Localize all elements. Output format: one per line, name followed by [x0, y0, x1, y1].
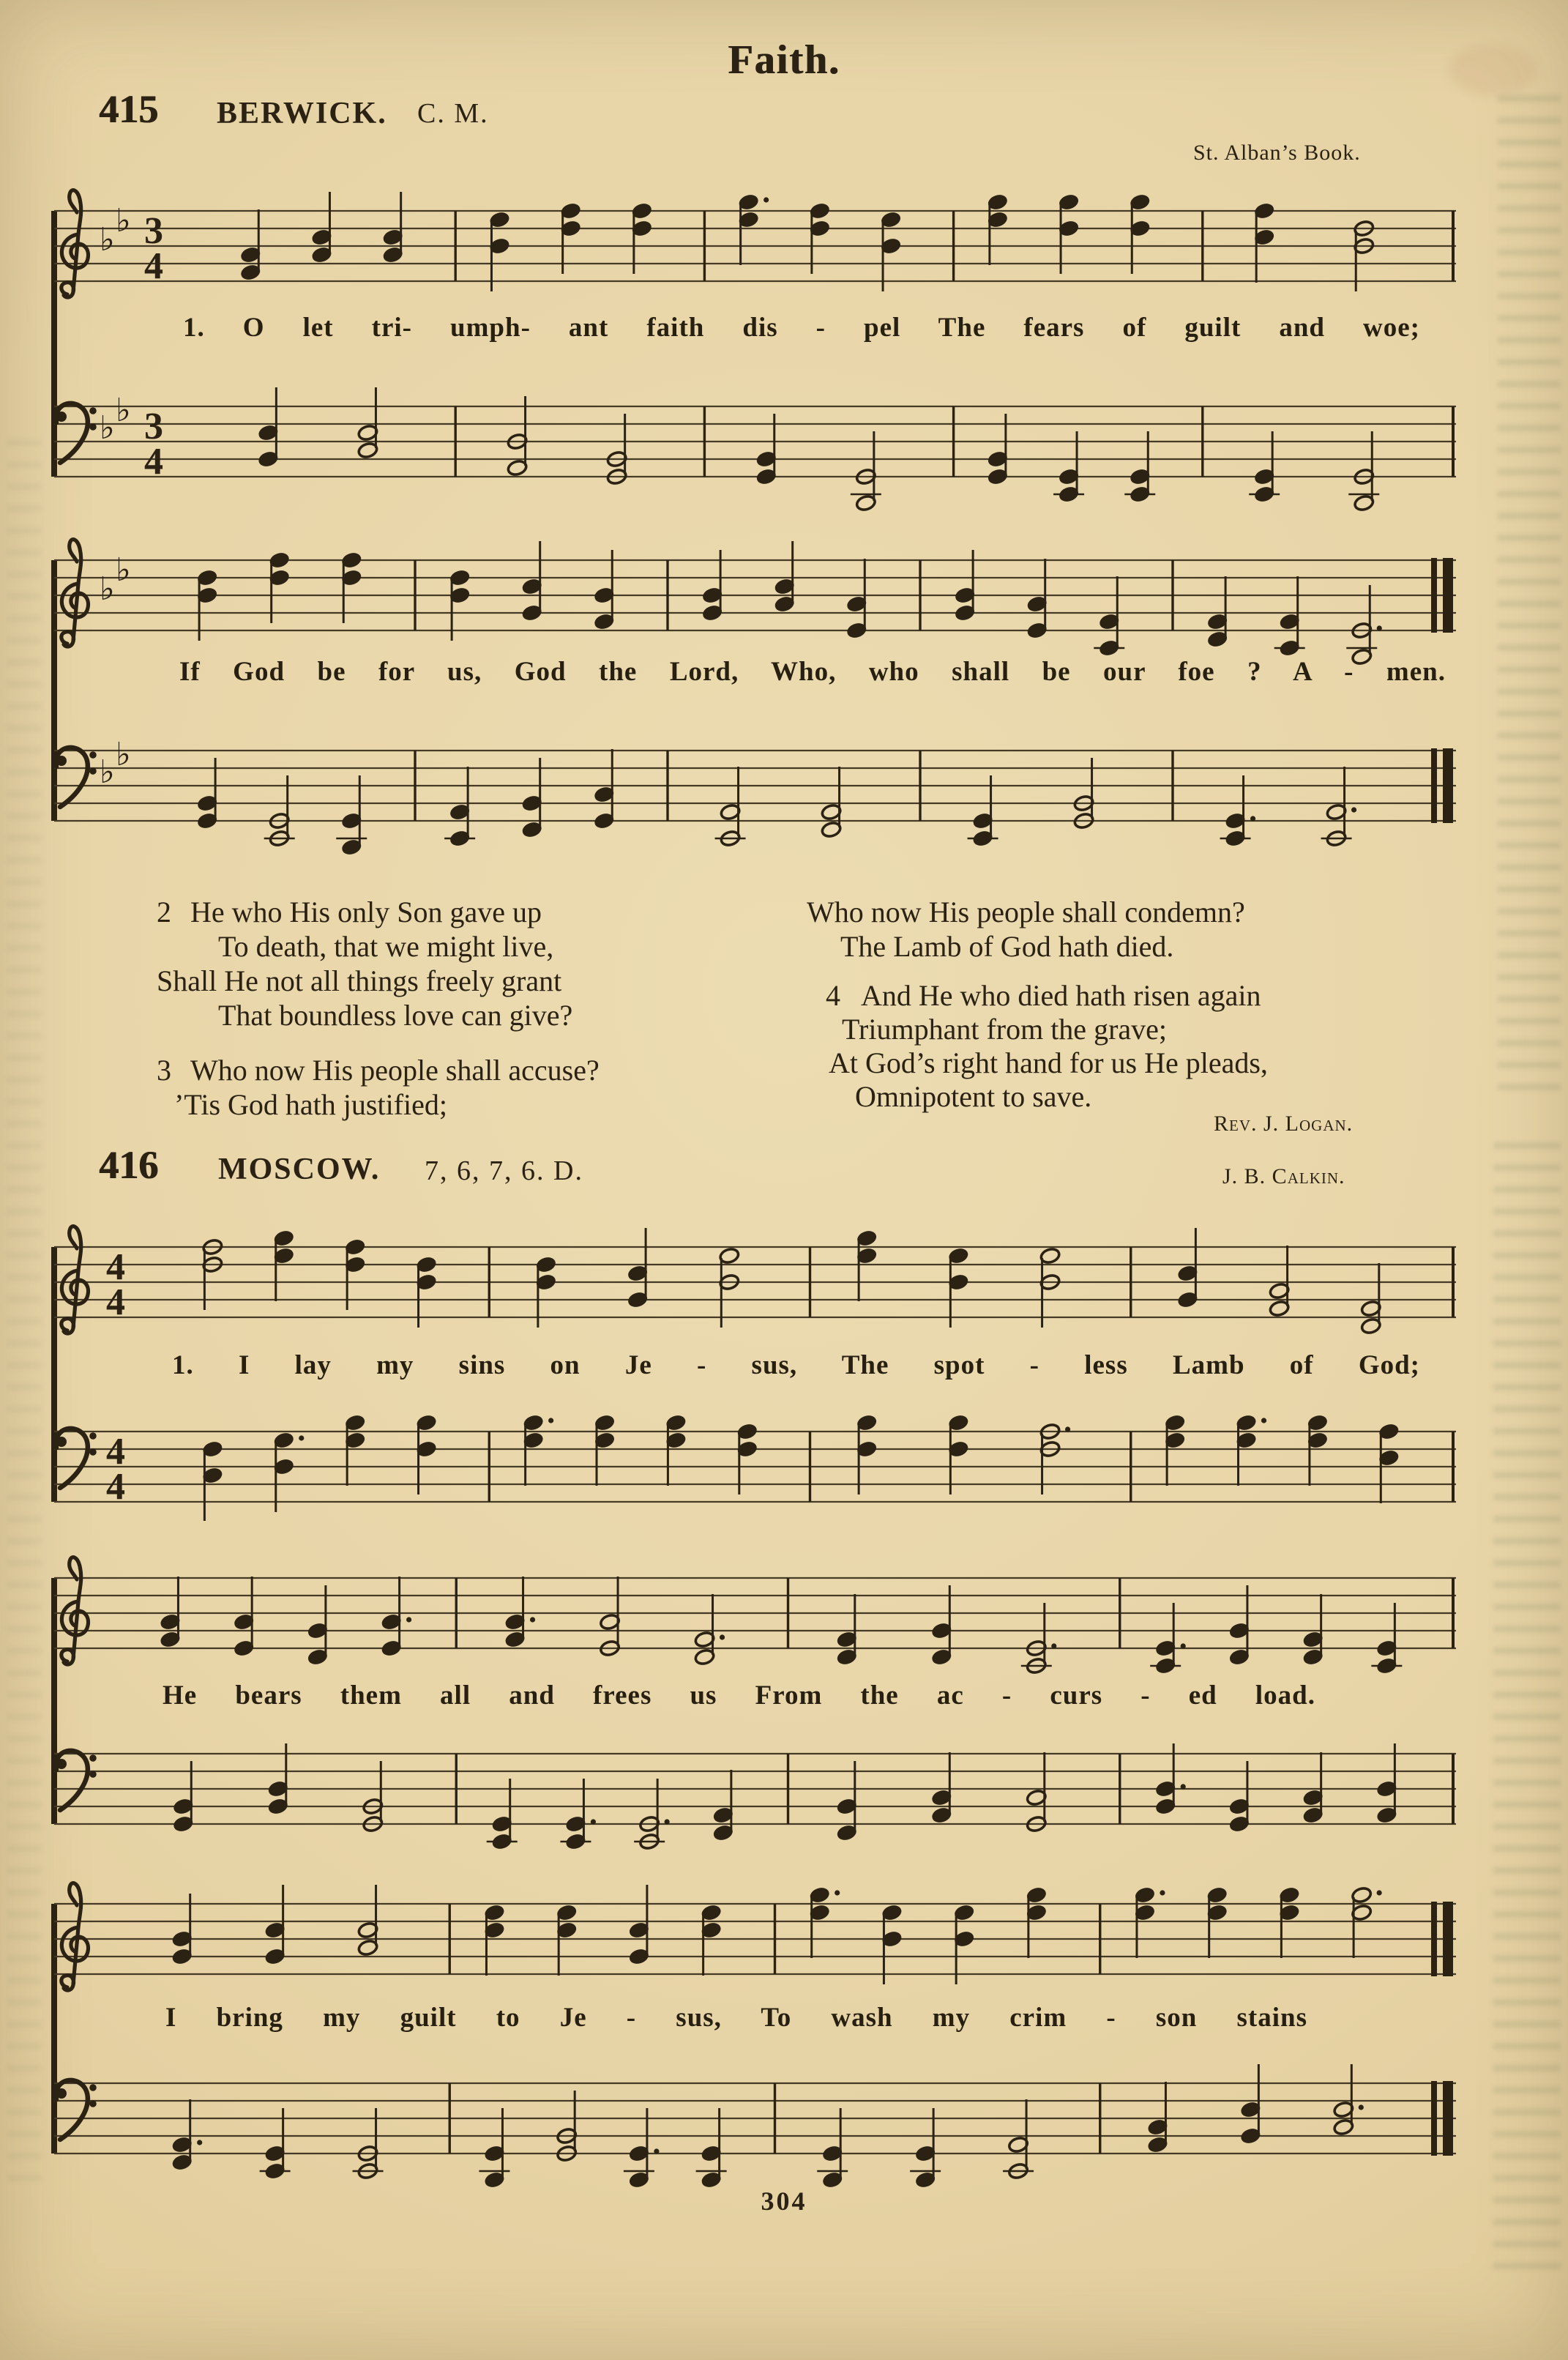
bass-staff-graphics: [54, 1743, 1456, 1850]
verse-line: Triumphant from the grave;: [842, 1013, 1168, 1046]
hymn-415-number: 415: [99, 87, 158, 131]
flat-sign: ♭: [116, 551, 131, 589]
measure: [535, 1228, 740, 1328]
flat-sign: ♭: [116, 202, 131, 239]
verse-line: And He who died hath risen again: [861, 979, 1261, 1012]
time-signature: 4: [144, 441, 163, 483]
time-signature: 4: [144, 245, 163, 287]
bass-clef-icon: [56, 403, 96, 463]
measure: [955, 550, 1125, 657]
bass-staff: [51, 707, 1460, 882]
hymn-415-source: St. Alban’s Book.: [1193, 141, 1361, 165]
verse-line: At God’s right hand for us He pleads,: [829, 1046, 1268, 1079]
bass-clef-icon: [56, 748, 96, 807]
lyric-line: 1. O let tri- umph- ant faith dis - pel The fears of guilt and woe;: [183, 313, 1420, 343]
lyric-line: 1. I lay my sins on Je - sus, The spot - less Lamb of God;: [172, 1350, 1420, 1380]
measure: [987, 193, 1150, 274]
lyric-line: He bears them all and frees us From the ac - curs - ed load.: [163, 1680, 1315, 1711]
measure: [1207, 576, 1382, 666]
measure: [1220, 767, 1357, 847]
bass-staff-graphics: [54, 1414, 1456, 1521]
bleed-through-artifact: [7, 439, 41, 2197]
flat-sign: ♭: [100, 753, 115, 791]
flat-sign: ♭: [116, 392, 131, 429]
hymn-416-number: 416: [99, 1143, 158, 1187]
bass-clef-icon: [56, 1429, 96, 1488]
bleed-through-artifact: [1498, 95, 1561, 1106]
section-title: Faith.: [728, 37, 840, 83]
treble-staff-graphics: [54, 1226, 1456, 1335]
measure: [171, 1885, 378, 1965]
verse-line: He who His only Son gave up: [190, 896, 542, 928]
measure: [479, 2091, 726, 2189]
measure: [715, 767, 843, 847]
bass-staff: [51, 362, 1460, 538]
page-number: 304: [761, 2186, 807, 2216]
measure: [523, 1414, 758, 1494]
measure: [449, 541, 615, 641]
measure: [856, 1414, 1071, 1494]
time-signature: 3: [144, 406, 163, 447]
measure: [240, 192, 403, 281]
time-signature: 4: [106, 1431, 125, 1473]
measure: [836, 1752, 1047, 1842]
measure: [856, 1229, 1061, 1328]
measure: [1165, 1414, 1400, 1503]
hymn-416-meter: 7, 6, 7, 6. D.: [425, 1155, 583, 1186]
bass-staff-graphics: [54, 2064, 1456, 2189]
measure: [702, 541, 867, 639]
hymn-415-tune-name: BERWICK.: [217, 97, 387, 130]
treble-staff-graphics: [54, 190, 1456, 297]
bass-staff: [51, 1710, 1460, 1886]
bleed-through-artifact: [1493, 1142, 1561, 2270]
measure: [197, 758, 367, 856]
verse-line: Who now His people shall condemn?: [807, 896, 1245, 928]
hymn-416-composer: J. B. Calkin.: [1222, 1164, 1345, 1188]
measure: [160, 1577, 411, 1666]
treble-staff-graphics: [54, 540, 1456, 666]
flat-sign: ♭: [100, 570, 115, 608]
verse-line: Omnipotent to save.: [855, 1080, 1092, 1113]
measure: [258, 387, 378, 468]
time-signature: 3: [144, 210, 163, 252]
time-signature: 4: [106, 1281, 125, 1323]
measure: [504, 1577, 725, 1666]
measure: [484, 1885, 722, 1976]
time-signature: 4: [106, 1466, 125, 1508]
flat-sign: ♭: [116, 736, 131, 773]
lyric-line: If God be for us, God the Lord, Who, who shall be our foe ? A - men.: [179, 657, 1446, 687]
flat-sign: ♭: [100, 221, 115, 258]
measure: [738, 193, 901, 291]
bass-clef-icon: [56, 1751, 96, 1810]
bass-clef-icon: [56, 2080, 96, 2140]
verse-number: 3: [157, 1054, 171, 1087]
measure: [755, 414, 881, 512]
verse-line: Who now His people shall accuse?: [190, 1054, 600, 1087]
verse-line: The Lamb of God hath died.: [840, 930, 1174, 963]
verse-line: That boundless love can give?: [218, 999, 573, 1032]
hymn-415-meter: C. M.: [417, 98, 489, 129]
time-signature: 4: [106, 1246, 125, 1288]
measure: [202, 1229, 437, 1328]
measure: [487, 1770, 734, 1850]
bass-staff-graphics: [54, 736, 1456, 856]
measure: [171, 2099, 383, 2180]
verse-number: 4: [826, 979, 840, 1012]
verse-number: 2: [157, 896, 171, 928]
verse-line: To death, that we might live,: [218, 930, 554, 963]
verse-line: Shall He not all things freely grant: [157, 964, 562, 997]
treble-staff-graphics: [54, 1883, 1456, 1990]
measure: [1147, 2064, 1364, 2154]
measure: [809, 1886, 1047, 1984]
lyric-line: I bring my guilt to Je - sus, To wash my crim - son stains: [165, 2003, 1307, 2033]
measure: [444, 749, 615, 847]
flat-sign: ♭: [100, 409, 115, 447]
bass-staff-graphics: [54, 387, 1456, 512]
measure: [817, 2099, 1034, 2189]
hymn-416-tune-name: MOSCOW.: [218, 1153, 381, 1186]
measure: [1249, 431, 1379, 512]
treble-staff-graphics: [54, 1557, 1456, 1675]
hymn-415-author: Rev. J. Logan.: [1214, 1112, 1354, 1136]
verse-line: ’Tis God hath justified;: [174, 1088, 447, 1121]
